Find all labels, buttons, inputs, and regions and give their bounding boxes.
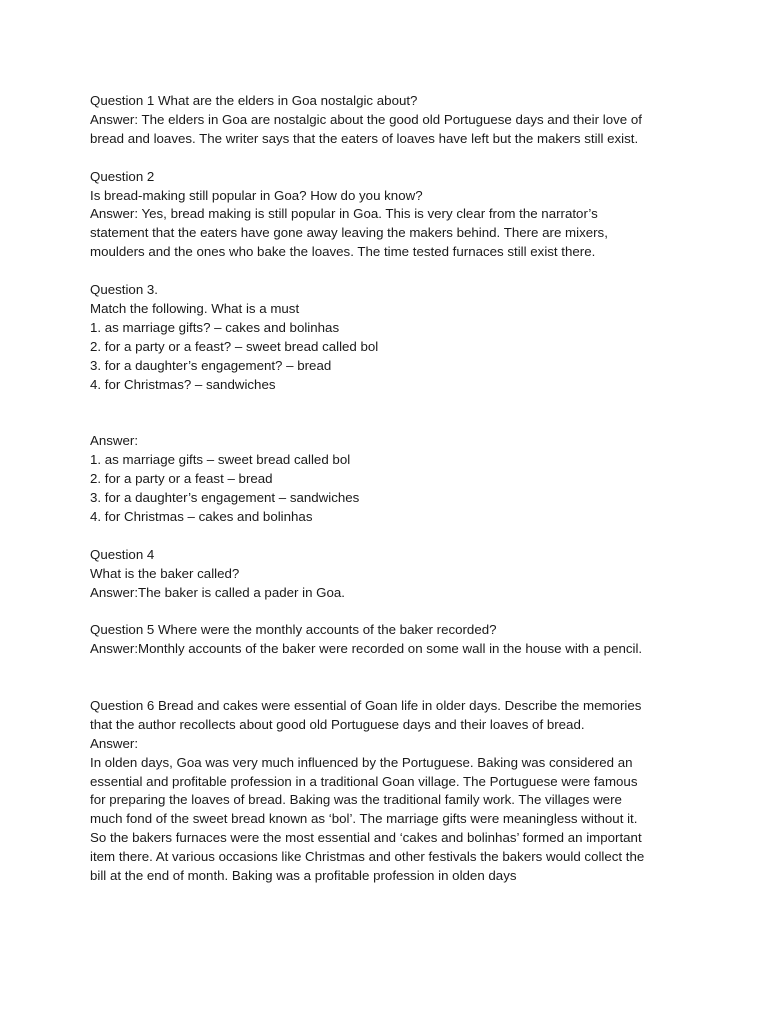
answer-6-line: In olden days, Goa was very much influenced by the Portuguese. Baking was considered an bbox=[90, 754, 633, 770]
question-6-line: Question 6 Bread and cakes were essential of Goan life in older days. Describe the memories bbox=[90, 697, 642, 713]
answer-1-line: bread and loaves. The writer says that the eaters of loaves have left but the makers still exist. bbox=[90, 130, 639, 146]
match-answer: 1. as marriage gifts – sweet bread called bol bbox=[90, 452, 351, 468]
answer-6-line: bill at the end of month. Baking was a profitable profession in olden days bbox=[90, 868, 517, 884]
answer-3 bbox=[90, 432, 690, 527]
match-item: 1. as marriage gifts? – cakes and bolinhas bbox=[90, 319, 340, 335]
answer-5-text: Answer:Monthly accounts of the baker were recorded on some wall in the house with a pencil. bbox=[90, 641, 643, 657]
answer-4-text: Answer:The baker is called a pader in Goa. bbox=[90, 584, 345, 600]
question-5-text: Question 5 Where were the monthly accounts of the baker recorded? bbox=[90, 622, 497, 638]
match-item: 3. for a daughter’s engagement? – bread bbox=[90, 357, 332, 373]
question-4 bbox=[90, 546, 690, 603]
question-4-heading: Question 4 bbox=[90, 546, 155, 562]
match-item: 4. for Christmas? – sandwiches bbox=[90, 376, 276, 392]
answer-6-line: essential and profitable profession in a traditional Goan village. The Portuguese were famous bbox=[90, 773, 638, 789]
question-2-heading: Question 2 bbox=[90, 168, 155, 184]
answer-6-line: much fond of the sweet bread known as ‘bol’. The marriage gifts were meaningless without it. bbox=[90, 811, 638, 827]
question-3 bbox=[90, 281, 690, 394]
question-3-prompt: Match the following. What is a must bbox=[90, 300, 300, 316]
question-1-text: Question 1 What are the elders in Goa nostalgic about? bbox=[90, 93, 418, 108]
question-3-heading: Question 3. bbox=[90, 282, 159, 298]
question-4-text: What is the baker called? bbox=[90, 565, 240, 581]
question-6 bbox=[90, 697, 690, 886]
answer-2-line: statement that the eaters have gone away leaving the makers behind. There are mixers, bbox=[90, 225, 608, 241]
answer-6-line: So the bakers furnaces were the most essential and ‘cakes and bolinhas’ formed an important bbox=[90, 830, 642, 846]
match-answer: 2. for a party or a feast – bread bbox=[90, 471, 273, 487]
match-item: 2. for a party or a feast? – sweet bread called bol bbox=[90, 338, 379, 354]
question-2 bbox=[90, 168, 690, 263]
match-answer: 3. for a daughter’s engagement – sandwiches bbox=[90, 489, 360, 505]
answer-3-label: Answer: bbox=[90, 433, 139, 449]
match-answer: 4. for Christmas – cakes and bolinhas bbox=[90, 508, 313, 524]
document-page bbox=[90, 92, 690, 886]
answer-6-line: for preparing the loaves of bread. Baking was the traditional family work. The villages were bbox=[90, 792, 622, 808]
answer-6-line: item there. At various occasions like Christmas and other festivals the bakers would collect the bbox=[90, 849, 645, 865]
question-1 bbox=[90, 92, 690, 149]
question-6-line: that the author recollects about good old Portuguese days and their loaves of bread. bbox=[90, 716, 585, 732]
answer-6-label: Answer: bbox=[90, 735, 139, 751]
question-5 bbox=[90, 621, 690, 659]
answer-1-line: Answer: The elders in Goa are nostalgic about the good old Portuguese days and their love of bbox=[90, 111, 642, 127]
answer-2-line: moulders and the ones who bake the loaves. The time tested furnaces still exist there. bbox=[90, 244, 596, 260]
answer-2-line: Answer: Yes, bread making is still popular in Goa. This is very clear from the narrator’s bbox=[90, 206, 598, 222]
question-2-text: Is bread-making still popular in Goa? How do you know? bbox=[90, 187, 423, 203]
